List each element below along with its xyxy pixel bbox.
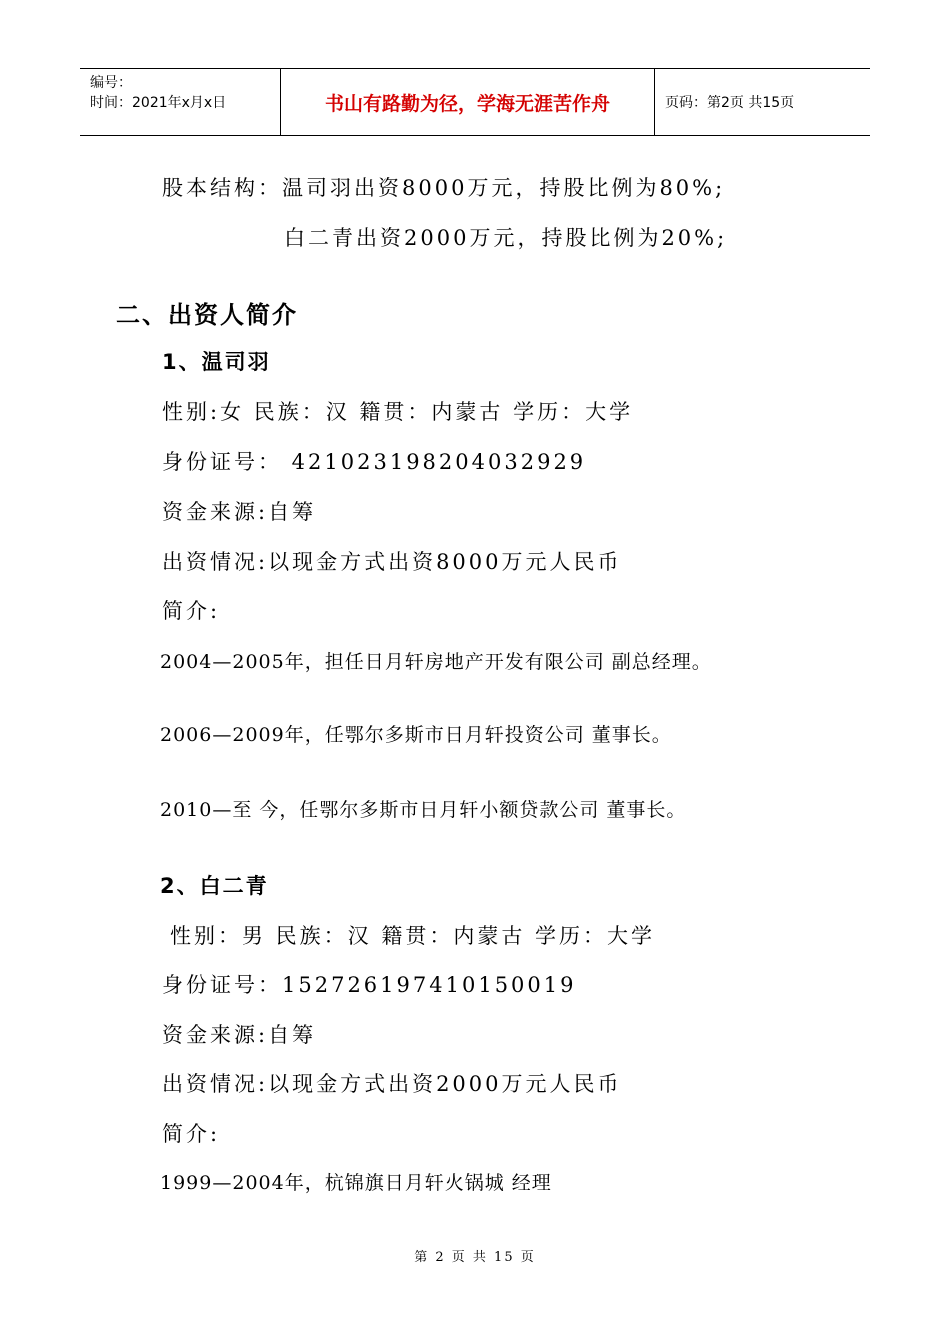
person1-info: 性别:女 民族：汉 籍贯：内蒙古 学历：大学 [162,400,634,424]
person1-history-1: 2004—2005年，担任日月轩房地产开发有限公司 副总经理。 [160,651,712,673]
person2-id: 身份证号：152726197410150019 [162,973,577,997]
person2-info: 性别：男 民族：汉 籍贯：内蒙古 学历：大学 [170,924,656,948]
section-title: 二、出资人简介 [116,301,298,329]
person1-funds: 资金来源:自筹 [162,500,317,524]
person1-contribution: 出资情况:以现金方式出资8000万元人民币 [162,550,622,574]
equity-line-1: 股本结构：温司羽出资8000万元，持股比例为80%; [162,176,726,200]
person2-funds: 资金来源:自筹 [162,1023,317,1047]
person1-title: 1、温司羽 [162,350,271,374]
person1-history-3: 2010—至 今，任鄂尔多斯市日月轩小额贷款公司 董事长。 [160,799,687,821]
page-footer: 第 2 页 共 15 页 [414,1250,536,1265]
person2-history-1: 1999—2004年，杭锦旗日月轩火锅城 经理 [160,1172,552,1194]
page-header [80,68,870,136]
header-motto: 书山有路勤为径，学海无涯苦作舟 [281,69,655,135]
person1-id: 身份证号： 421023198204032929 [162,450,587,474]
header-meta [80,69,281,135]
person1-intro-label: 简介: [162,599,221,623]
person2-intro-label: 简介: [162,1122,221,1146]
person2-contribution: 出资情况:以现金方式出资2000万元人民币 [162,1072,622,1096]
equity-line-2: 白二青出资2000万元，持股比例为20%; [284,226,728,250]
number-label: 编号： [90,75,132,91]
date-label: 时间：2021年x月x日 [90,95,227,111]
person2-title: 2、白二青 [160,874,269,898]
header-page-label: 页码：第2页 共15页 [665,95,795,111]
person1-history-2: 2006—2009年，任鄂尔多斯市日月轩投资公司 董事长。 [160,724,672,746]
